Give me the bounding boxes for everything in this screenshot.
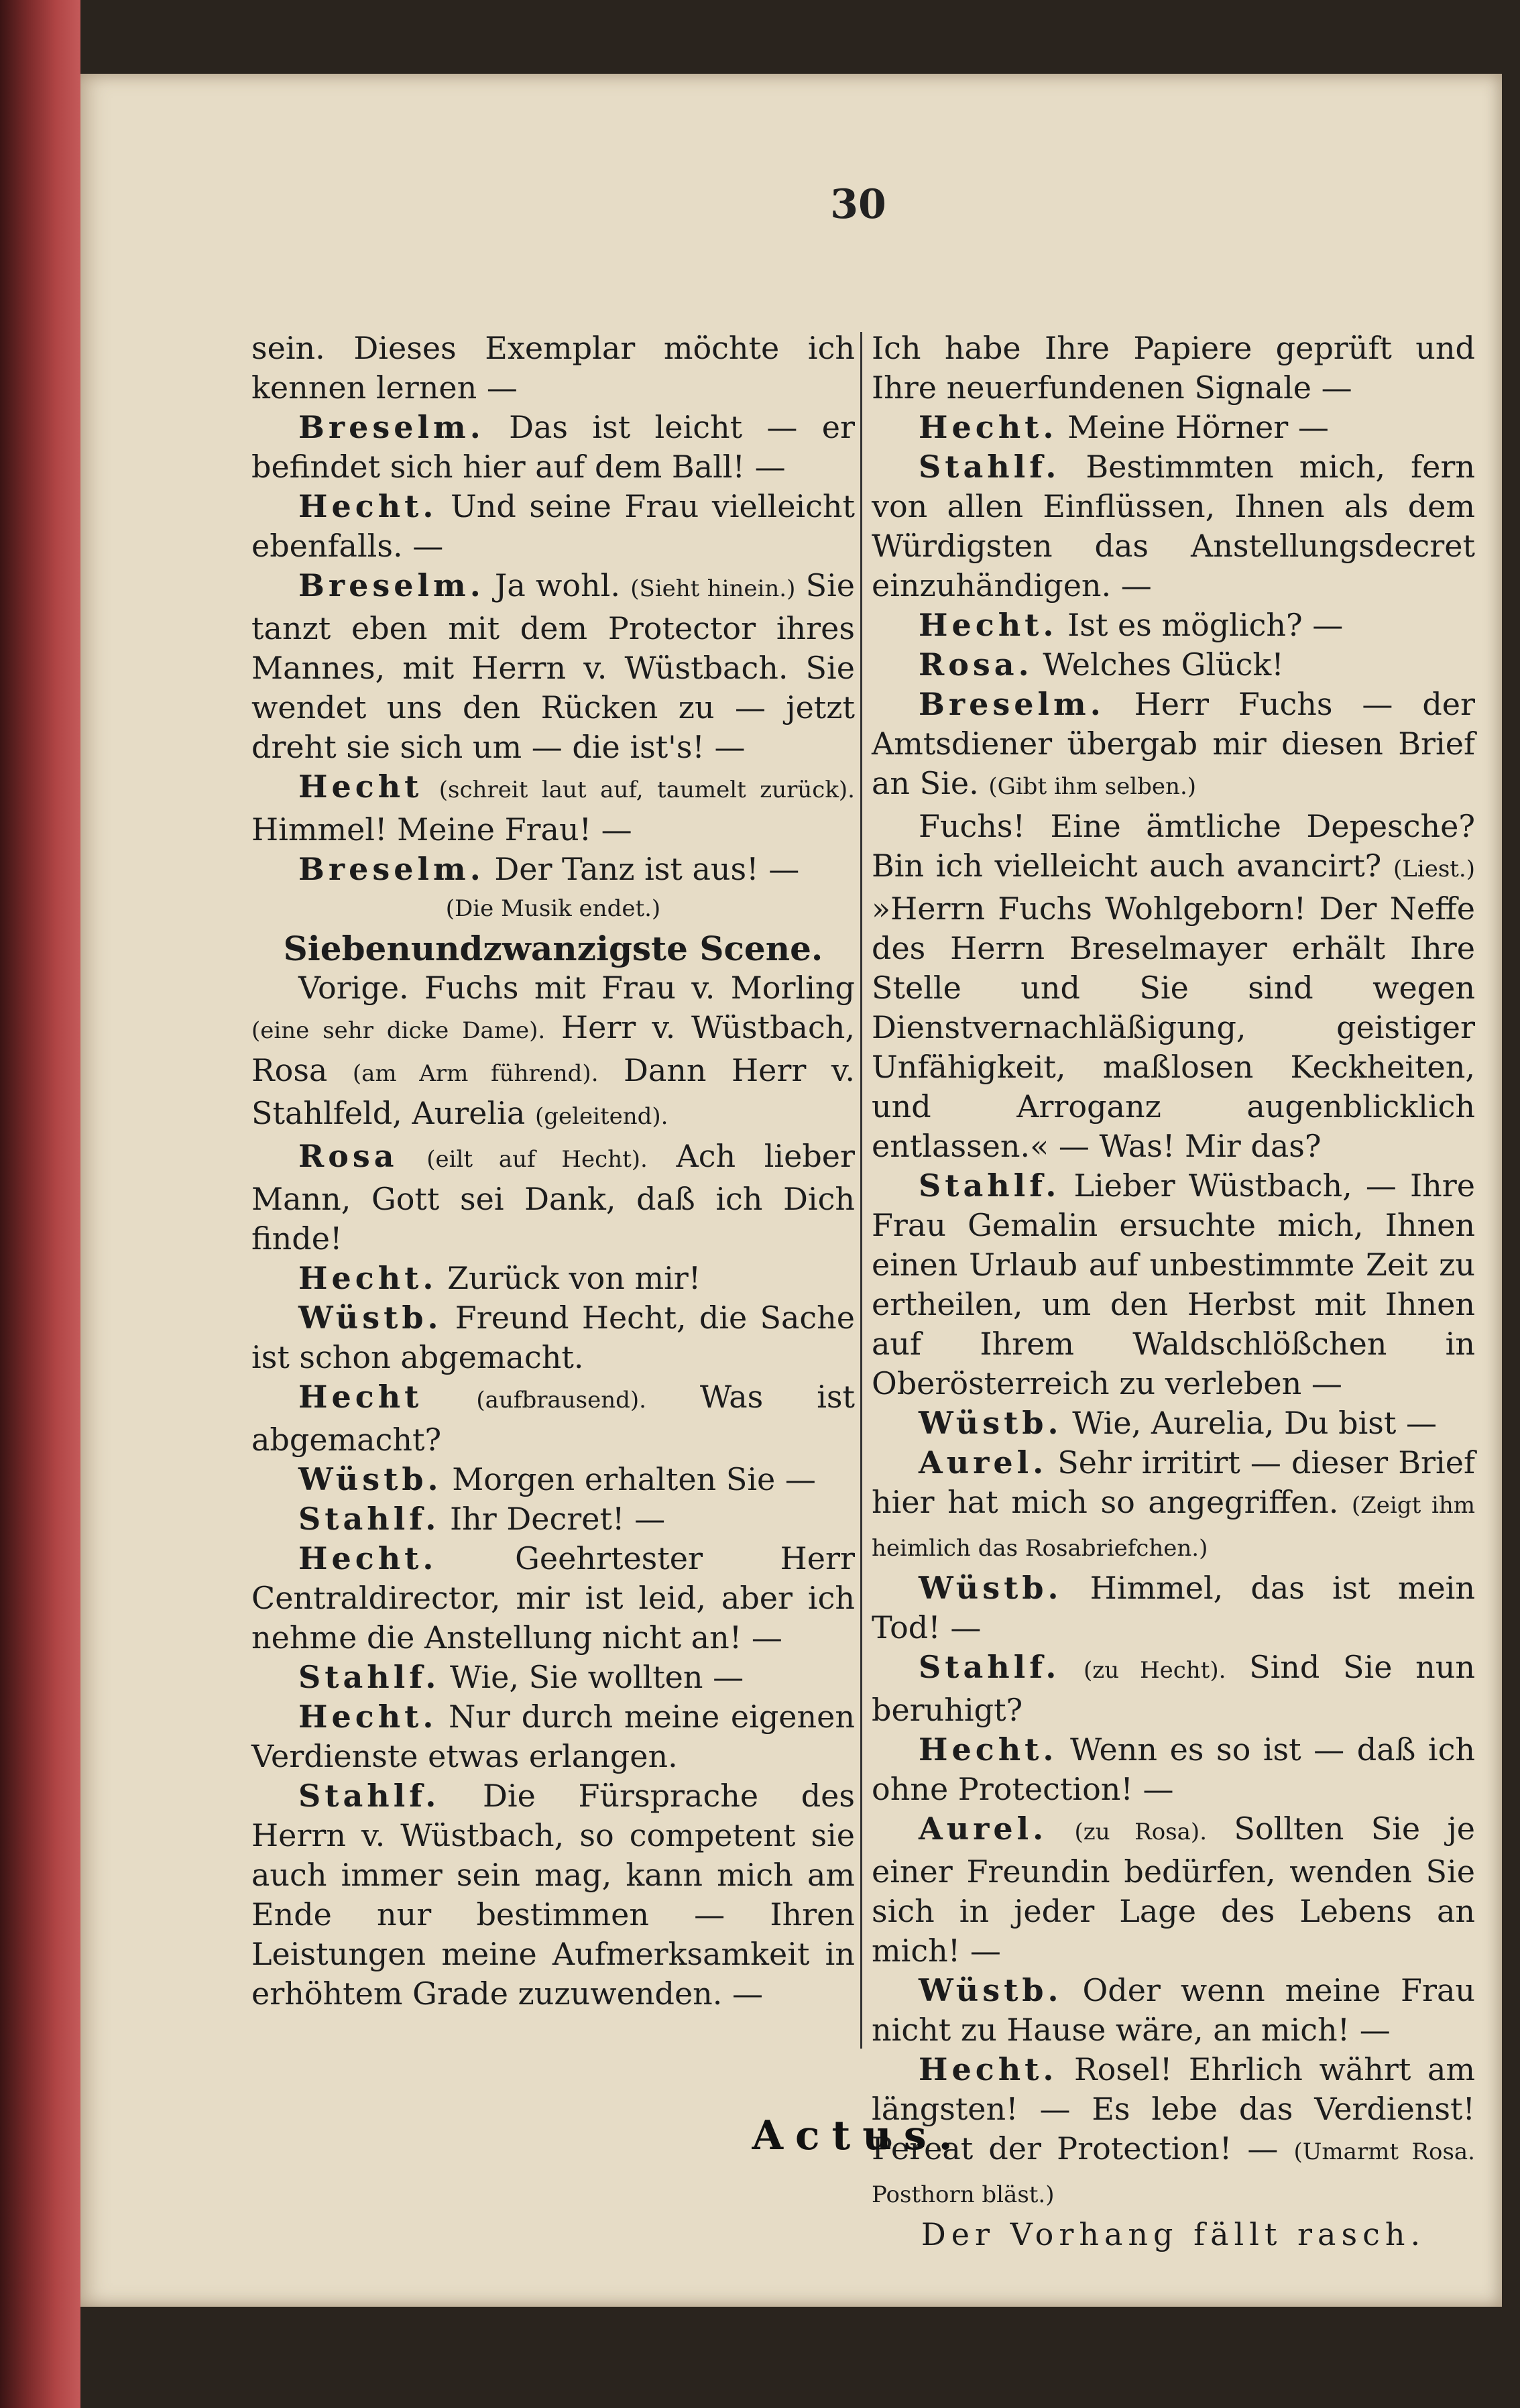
stage-direction: (aufbrausend). [476,1387,646,1414]
speech-paragraph [872,447,1475,606]
dialogue-text: Wenn es so ist — daß ich ohne Protection! — [872,1731,1475,1807]
speaker-name: Hecht. [919,607,1058,643]
speech-paragraph [872,1166,1475,1403]
speech-paragraph [872,1730,1475,1809]
speaker-name: Stahlf. [298,1659,441,1695]
dialogue-text: Sie tanzt eben mit dem Protector ihres Mannes, mit Herrn v. Wüstbach. Sie wendet uns den Rücken zu — jetzt dreht sie sich um — die ist's! — [251,567,856,765]
dialogue-text: Was ist abgemacht? [251,1379,856,1458]
speech-paragraph [872,1443,1475,1568]
speech-paragraph [251,1697,855,1776]
dialogue-text: Oder wenn meine Frau nicht zu Hause wäre, an mich! — [872,1972,1475,2048]
speaker-name: Hecht. [298,1260,438,1296]
dialogue-text: Himmel! Meine Frau! — [251,811,632,848]
speech-paragraph [251,1259,855,1298]
dialogue-text: »Herrn Fuchs Wohlgeborn! Der Neffe des Herrn Breselmayer erhält Ihre Stelle und Sie sind wegen Dienstvernachläßigung, geistiger Unfähigkeit, maßlosen Keckheiten, und Arroganz augenblicklich entlassen.« — Was! Mir das? [872,891,1475,1164]
dialogue-text: Himmel, das ist mein Tod! — [872,1570,1476,1646]
dialogue-text: Rosel! Ehrlich währt am längsten! — Es lebe das Verdienst! Pereat der Protection! — [872,2051,1475,2167]
dialogue-text: Freund Hecht, die Sache ist schon abgemacht. [251,1300,855,1375]
speaker-name: Hecht. [298,1540,438,1576]
speaker-name: Breselm. [298,567,485,604]
dialogue-text: Ach lieber Mann, Gott sei Dank, daß ich Dich finde! [251,1138,855,1257]
stage-direction: (Sieht hinein.) [630,575,796,602]
cast-list [251,968,855,1137]
stage-direction: (Die Musik endet.) [445,895,661,922]
speaker-name: Rosa. [919,646,1033,683]
speech-paragraph [251,1539,855,1658]
speaker-name: Breselm. [298,851,485,887]
speaker-name: Wüstb. [298,1461,443,1497]
dialogue-text: Und seine Frau vielleicht ebenfalls. — [251,488,855,564]
speech-paragraph [251,1776,855,2014]
speaker-name: Hecht. [298,1699,438,1735]
dialogue-text: Ist es möglich? — [1067,607,1344,643]
speech-paragraph [251,1460,855,1499]
dialogue-text: Der Tanz ist aus! — [494,851,800,887]
speech-paragraph [872,807,1475,1166]
speaker-name: Breselm. [919,686,1105,722]
dialogue-text: Fuchs! Eine ämtliche Depesche? Bin ich vielleicht auch avancirt? [872,808,1475,884]
dialogue-text: Dann Herr v. Stahlfeld, Aurelia [251,1052,855,1131]
speech-paragraph [872,606,1475,645]
speaker-name: Wüstb. [919,1405,1063,1441]
book-cover-edge [0,0,80,2408]
speech-paragraph [251,767,855,850]
speech-paragraph [251,329,855,408]
speech-paragraph [251,487,855,566]
stage-direction: (Zeigt ihm heimlich das Rosabriefchen.) [872,1492,1475,1562]
speaker-name: Stahlf. [919,449,1061,485]
curtain-line: Der Vorhang fällt rasch. [921,2216,1426,2252]
speech-paragraph [251,850,855,889]
speaker-name: Hecht [298,1379,423,1415]
speaker-name: Stahlf. [919,1167,1061,1204]
speaker-name: Hecht. [919,1731,1058,1768]
speaker-name: Stahlf. [298,1501,441,1537]
dialogue-text: Sollten Sie je einer Freundin bedürfen, wenden Sie sich in jeder Lage des Lebens an mich! — [872,1811,1475,1969]
dialogue-text: Herr v. Wüstbach, Rosa [251,1009,855,1088]
speaker-name: Hecht. [919,409,1058,445]
dialogue-text: Zurück von mir! [447,1260,701,1296]
stage-direction: (Umarmt Rosa. Posthorn bläst.) [872,2138,1475,2208]
speaker-name: Breselm. [298,409,485,445]
dialogue-text: Nur durch meine eigenen Verdienste etwas erlangen. [251,1699,855,1774]
dialogue-text: Sind Sie nun beruhigt? [872,1649,1476,1728]
speaker-name: Rosa [298,1138,398,1174]
stage-direction: (eine sehr dicke Dame). [251,1017,546,1044]
act-label: Actus. [752,2112,965,2159]
column-divider [860,332,862,2049]
speaker-name: Aurel. [919,1811,1048,1847]
stage-direction: (am Arm führend). [352,1060,599,1087]
speaker-name: Hecht. [919,2051,1058,2087]
stage-direction: (zu Hecht). [1084,1657,1226,1684]
page-number: 30 [830,181,886,228]
dialogue-text: Meine Hörner — [1067,409,1329,445]
scene-heading: Siebenundzwanzigste Scene. [283,929,823,968]
speech-paragraph [872,1568,1475,1648]
speech-paragraph [872,408,1475,447]
dialogue-text: Das ist leicht — er befindet sich hier auf dem Ball! — [251,409,856,485]
dialogue-text: Die Fürsprache des Herrn v. Wüstbach, so competent sie auch immer sein mag, kann mich am Ende nur bestimmen — Ihren Leistungen meine Aufmerksamkeit in erhöhtem Grade zuzuwenden. — [251,1778,856,2012]
dialogue-text: Wie, Aurelia, Du bist — [1072,1405,1438,1441]
speaker-name: Wüstb. [919,1570,1063,1606]
dialogue-text: Lieber Wüstbach, — Ihre Frau Gemalin ersuchte mich, Ihnen einen Urlaub auf unbestimmte Zeit zu ertheilen, um den Herbst mit Ihnen auf Ihrem Waldschlößchen in Oberösterreich zu verleben — [872,1167,1476,1401]
speaker-name: Aurel. [919,1444,1048,1481]
speech-paragraph [251,566,855,767]
speech-paragraph [872,645,1475,685]
dialogue-text: Sehr irritirt — dieser Brief hier hat mich so angegriffen. [872,1444,1476,1520]
speech-paragraph [251,1137,855,1259]
dialogue-text: Herr Fuchs — der Amtsdiener übergab mir diesen Brief an Sie. [872,686,1475,801]
dialogue-text: Ihr Decret! — [449,1501,666,1537]
left-column [251,329,855,2014]
stage-direction: (Gibt ihm selben.) [988,773,1197,800]
speech-paragraph [872,1971,1475,2050]
speech-paragraph [872,1403,1475,1443]
speech-paragraph [872,685,1475,807]
speaker-name: Stahlf. [919,1649,1061,1685]
speech-paragraph [251,408,855,487]
speech-paragraph [251,1377,855,1460]
dialogue-text: Morgen erhalten Sie — [452,1461,816,1497]
stage-direction: (Liest.) [1393,856,1476,882]
stage-direction: (zu Rosa). [1074,1819,1207,1845]
dialogue-text: Geehrtester Herr Centraldirector, mir ist leid, aber ich nehme die Anstellung nicht an! — [251,1540,855,1656]
speech-paragraph [251,1298,855,1377]
dialogue-text: Vorige. Fuchs mit Frau v. Morling [298,970,855,1006]
stage-direction: (eilt auf Hecht). [426,1146,648,1173]
speech-paragraph [251,1658,855,1697]
speaker-name: Wüstb. [298,1300,443,1336]
speaker-name: Hecht. [298,488,438,524]
speech-paragraph [251,1499,855,1539]
dialogue-text: Ich habe Ihre Papiere geprüft und Ihre neuerfundenen Signale — [872,330,1475,406]
speech-paragraph [872,1809,1475,1971]
dialogue-text: sein. Dieses Exemplar möchte ich kennen lernen — [251,330,855,406]
dialogue-text: Wie, Sie wollten — [449,1659,744,1695]
speech-paragraph [872,329,1475,408]
speaker-name: Stahlf. [298,1778,441,1814]
stage-direction: (schreit laut auf, taumelt zurück). [439,777,855,803]
stage-direction: (geleitend). [534,1103,668,1130]
dialogue-text: Ja wohl. [494,567,621,604]
dialogue-text: Welches Glück! [1043,646,1284,683]
dialogue-text: Bestimmten mich, fern von allen Einflüssen, Ihnen als dem Würdigsten das Anstellungsdecret einzuhändigen. — [872,449,1475,604]
right-column [872,329,1475,2254]
speaker-name: Hecht [298,768,423,805]
speech-paragraph [872,1648,1475,1730]
speaker-name: Wüstb. [919,1972,1063,2008]
